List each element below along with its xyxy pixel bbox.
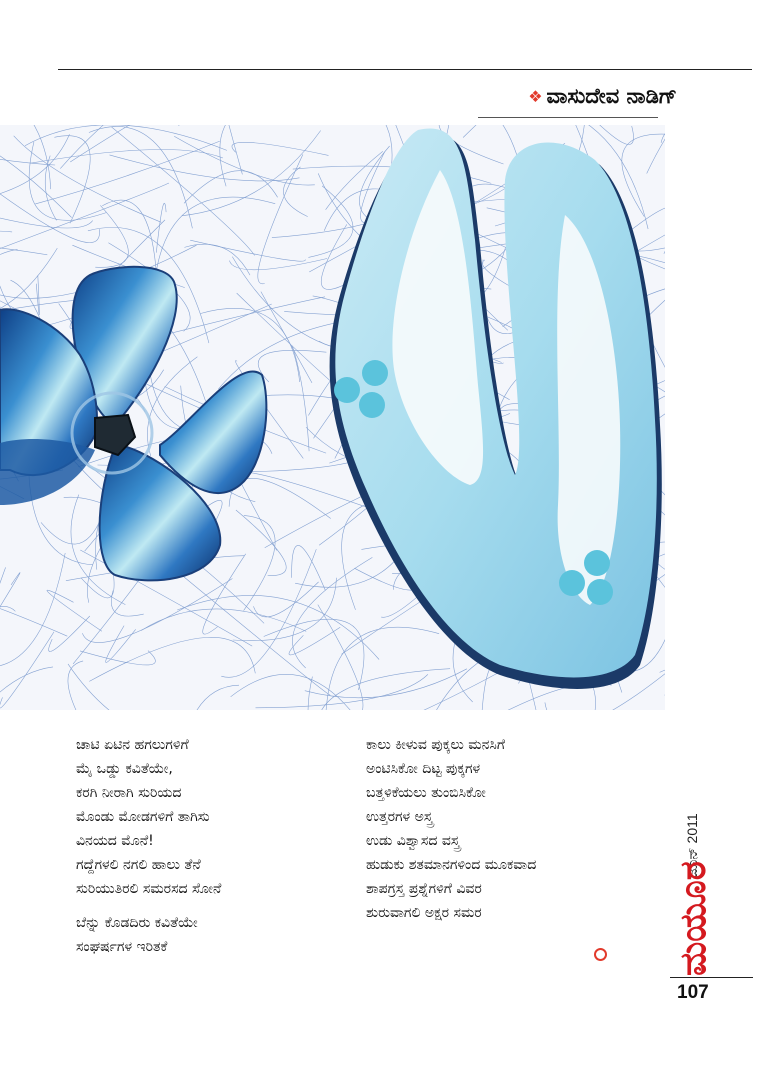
stanza-gap [76,901,221,911]
scribble-line [0,130,72,217]
scribble-line [31,149,223,163]
scribble-line [660,666,665,695]
scribble-line [622,134,665,216]
scribble-line [177,595,379,659]
flower-shape [0,267,266,581]
end-circle-icon [594,948,607,961]
poem-line: ಶಾಪಗ್ರಸ್ತ ಪ್ರಶ್ನೆಗಳಿಗೆ ವಿವರ [366,881,482,897]
poem-line: ಅಂಟಿಸಿಕೋ ದಿಟ್ಟ ಪುಕ್ಕಗಳ [366,761,481,777]
poem-line: ಉಡು ವಿಶ್ವಾಸದ ವಸ್ತ್ರ [366,833,460,849]
scribble-line [186,685,239,710]
scribble-line [258,154,303,283]
scribble-line [292,557,372,668]
poem-line: ವಿನಯದ ಮೊನೆ! [76,833,154,849]
author-name: ವಾಸುದೇವ ನಾಡಿಗ್ [546,84,677,108]
poem-line: ಕರಗಿ ನೀರಾಗಿ ಸುರಿಯದ [76,785,182,801]
illustration-svg [0,125,665,710]
poem-line: ಮೈ ಒಡ್ಡು ಕವಿತೆಯೇ, [76,761,173,777]
issue-date: ಜೂನ್ 2011 [684,813,700,878]
scribble-line [308,186,353,258]
scribble-line [102,200,156,269]
top-rule [58,69,752,70]
diamond-bullet-icon: ❖ [528,87,543,106]
scribble-line [0,134,70,204]
poem-line: ಬೆನ್ನು ಕೊಡದಿರು ಕವಿತೆಯೇ [76,915,198,931]
scribble-line [292,346,309,452]
scribble-line [49,616,90,652]
poem-line: ಕಾಲು ಕೀಳುವ ಪುಕ್ಕಲು ಮನಸಿಗೆ [366,737,505,753]
scribble-line [111,127,254,256]
scribble-line [0,632,54,708]
magazine-logo: ಮಯೂರ [672,861,713,976]
poem-illustration [0,125,665,710]
scribble-line [0,553,65,667]
scribble-line [184,244,250,275]
scribble-line [174,136,315,185]
poem-line: ಹುಡುಕು ಶತಮಾನಗಳಿಂದ ಮೂಕವಾದ [366,857,537,873]
scribble-line [36,275,39,315]
scribble-line [110,155,300,181]
scribble-line [111,591,143,617]
scribble-line [232,142,329,155]
page-number: 107 [677,982,709,1003]
scribble-line [0,596,67,636]
scribble-line [47,590,102,631]
scribble-line [68,664,225,710]
scribble-line [647,125,665,174]
scribble-line [296,125,392,165]
author-rule [478,117,658,118]
ice-letter-shape [330,129,662,689]
scribble-line [256,674,428,707]
poem-line: ಶುರುವಾಗಲಿ ಅಕ್ಷರ ಸಮರ [366,905,482,921]
magazine-logo-box [672,861,713,976]
scribble-line [80,651,155,665]
scribble-line [231,674,363,710]
scribble-line [229,259,327,270]
magazine-sidebar [672,770,712,975]
scribble-line [221,549,316,677]
scribble-line [82,579,232,643]
scribble-line [68,661,86,710]
scribble-line [0,567,6,639]
author-byline [528,84,677,109]
scribble-line [244,515,276,610]
scribble-line [326,627,440,710]
scribble-line [0,606,15,680]
scribble-line [0,573,20,638]
bottom-rule [670,977,753,978]
scribble-line [156,203,166,252]
scribble-line [106,626,136,663]
scribble-line [283,167,307,217]
scribble-line [37,125,179,126]
scribble-line [238,477,276,550]
scribble-line [60,125,202,169]
scribble-line [661,125,665,152]
poem-right-column [366,733,536,925]
poem-left-column [76,733,221,959]
scribble-line [0,125,51,189]
poem-line: ಉತ್ತರಗಳ ಅಸ್ತ್ರ [366,809,433,825]
scribble-line [180,574,330,696]
poem-line: ಬತ್ತಳಿಕೆಯಲು ತುಂಬಿಸಿಕೋ [366,785,486,801]
scribble-line [305,669,467,698]
scribble-line [25,125,227,150]
scribble-line [0,183,169,255]
scribble-line [0,200,93,228]
poem-line: ಸುರಿಯುತಿರಲಿ ಸಮರಸದ ಸೋನೆ [76,881,222,897]
scribble-line [554,125,633,144]
poem-line: ಗದ್ದೆಗಳಲಿ ನಗಲಿ ಹಾಲು ತೆನೆ [76,857,201,873]
scribble-line [89,637,255,681]
poem-line: ಮೊಂಡು ಮೋಡಗಳಿಗೆ ತಾಗಿಸು [76,809,210,825]
scribble-line [190,240,305,261]
scribble-line [289,627,340,655]
scribble-line [258,350,326,382]
poem-line: ಸಂಘರ್ಷಗಳ ಇರಿತಕೆ [76,939,168,955]
scribble-line [0,243,47,257]
poem-line: ಚಾಟಿ ಏಟಿನ ಹಗಲುಗಳಿಗೆ [76,737,189,753]
